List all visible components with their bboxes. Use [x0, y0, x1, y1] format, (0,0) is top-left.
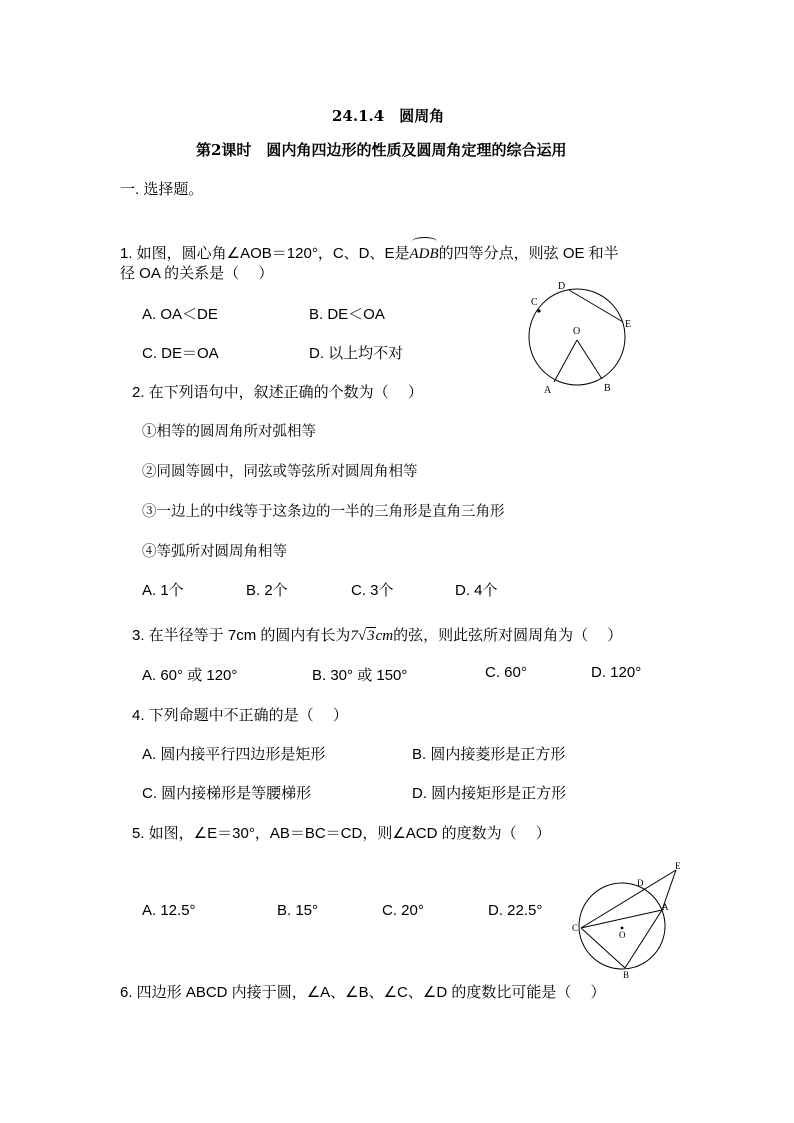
q2-stem: 2. 在下列语句中，叙述正确的个数为（ ） [132, 384, 423, 401]
q4-option-d: D. 圆内接矩形是正方形 [412, 785, 567, 802]
fig2-label-b: B [623, 970, 630, 980]
fig1-radius-oa [554, 340, 577, 382]
fig1-point-c [537, 309, 540, 312]
sqrt-unit: cm [375, 628, 394, 644]
q5-option-c: C. 20° [382, 902, 424, 919]
q2-statement-4: ④等弧所对圆周角相等 [142, 544, 287, 560]
q5-option-d: D. 22.5° [488, 902, 543, 919]
q2-statement-2: ②同圆等圆中，同弦或等弦所对圆周角相等 [142, 464, 418, 480]
fig2-label-a: A [662, 902, 669, 912]
sqrt-expression [350, 628, 393, 644]
fig2-label-c: C [572, 923, 579, 933]
q1-option-a: A. OA＜DE [142, 306, 218, 323]
arc-label: ADB [409, 246, 439, 262]
q3-option-b: B. 30° 或 150° [312, 667, 408, 684]
figure-2 [568, 860, 688, 980]
fig1-label-c: C [531, 297, 538, 308]
fig2-line-ca [581, 910, 662, 928]
question-1 [120, 242, 619, 263]
fig2-label-o: O [619, 930, 626, 940]
q2-option-c: C. 3个 [351, 582, 394, 599]
q2-option-a: A. 1个 [142, 582, 184, 599]
arc-symbol [412, 237, 437, 246]
q4-option-a: A. 圆内接平行四边形是矩形 [142, 746, 326, 763]
q1-stem-b: 的四等分点，则弦 OE 和半 [438, 245, 619, 262]
q2-statement-1: ①相等的圆周角所对弧相等 [142, 424, 316, 440]
q2-option-b: B. 2个 [246, 582, 288, 599]
q1-option-d: D. 以上均不对 [309, 345, 404, 362]
fig2-center-point [621, 927, 624, 930]
q1-option-b: B. DE＜OA [309, 306, 385, 323]
sqrt-coefficient: 7 [350, 628, 358, 644]
fig1-label-b: B [604, 383, 611, 394]
fig1-label-e: E [625, 319, 632, 330]
q5-option-a: A. 12.5° [142, 902, 196, 919]
q5-stem: 5. 如图，∠E＝30°，AB＝BC＝CD，则∠ACD 的度数为（ ） [132, 825, 551, 842]
q1-stem-a: 1. 如图，圆心角∠AOB＝120°，C、D、E是 [120, 245, 410, 262]
page-title: 24.1.4 圆周角 [332, 107, 445, 125]
q6-stem: 6. 四边形 ABCD 内接于圆，∠A、∠B、∠C、∠D 的度数比可能是（ ） [120, 984, 606, 1001]
q1-option-c: C. DE＝OA [142, 345, 219, 362]
section-heading: 一. 选择题。 [120, 181, 204, 198]
figure-1 [525, 278, 645, 396]
fig1-label-o: O [573, 326, 581, 337]
q1-stem-c: 径 OA 的关系是（ ） [120, 265, 274, 282]
q2-option-d: D. 4个 [455, 582, 498, 599]
q2-statement-3: ③一边上的中线等于这条边的一半的三角形是直角三角形 [142, 504, 505, 520]
q4-stem: 4. 下列命题中不正确的是（ ） [132, 707, 348, 724]
q5-option-b: B. 15° [277, 902, 319, 919]
fig1-radius-ob [577, 340, 602, 379]
fig2-line-ab [625, 910, 662, 968]
fig1-chord-de [569, 290, 623, 322]
fig2-label-d: D [637, 878, 644, 888]
radical-sign: √ [357, 628, 367, 644]
question-3 [132, 624, 622, 645]
fig1-label-d: D [558, 281, 566, 292]
q3-option-a: A. 60° 或 120° [142, 667, 238, 684]
q4-option-b: B. 圆内接菱形是正方形 [412, 746, 566, 763]
sqrt-radicand: 3 [367, 628, 375, 644]
q4-option-c: C. 圆内接梯形是等腰梯形 [142, 785, 312, 802]
page-subtitle: 第2课时 圆内角四边形的性质及圆周角定理的综合运用 [196, 141, 567, 159]
fig2-line-ce [581, 870, 676, 928]
arc-adb [410, 246, 439, 263]
fig1-circle [529, 289, 625, 385]
q3-option-c: C. 60° [485, 664, 527, 681]
q3-stem-a: 3. 在半径等于 7cm 的圆内有长为 [132, 627, 351, 644]
fig2-label-e: E [675, 861, 681, 871]
q3-stem-b: 的弦，则此弦所对圆周角为（ ） [393, 627, 623, 644]
fig1-label-a: A [544, 385, 552, 396]
q3-option-d: D. 120° [591, 664, 642, 681]
